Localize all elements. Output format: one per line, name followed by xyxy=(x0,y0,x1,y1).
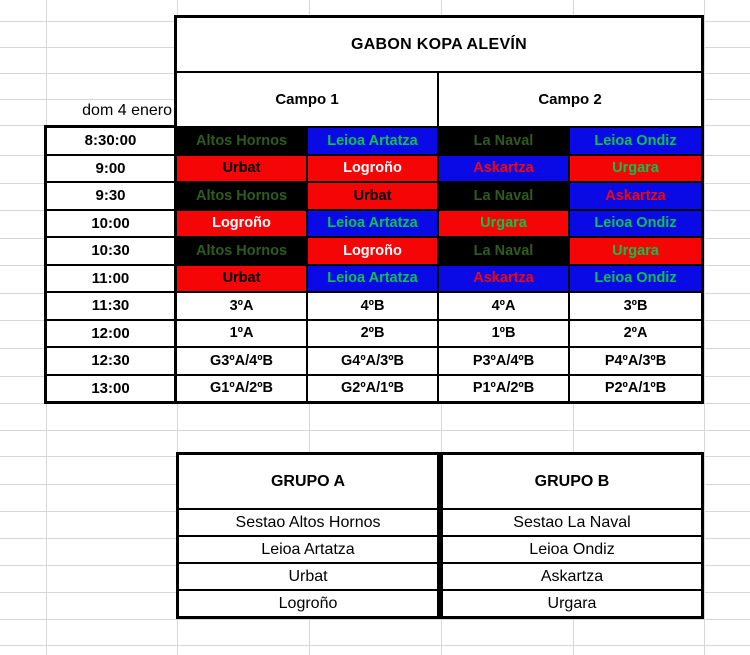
schedule-row xyxy=(177,183,701,211)
match-cell: 4ºB xyxy=(308,293,439,319)
match-cell: Urgara xyxy=(439,211,570,237)
match-cell: Leioa Artatza xyxy=(308,211,439,237)
match-cell: 2ºB xyxy=(308,321,439,347)
time-cell: 10:00 xyxy=(47,211,174,239)
group-a-header: GRUPO A xyxy=(179,455,437,510)
match-cell: Urbat xyxy=(177,156,308,182)
time-cell: 12:30 xyxy=(47,348,174,376)
match-cell: La Naval xyxy=(439,183,570,209)
schedule-row xyxy=(177,156,701,184)
field-header-row xyxy=(177,73,701,128)
schedule-row xyxy=(177,266,701,294)
match-cell: Askartza xyxy=(439,156,570,182)
schedule-row xyxy=(177,293,701,321)
gridline-horizontal xyxy=(0,645,750,646)
schedule-table xyxy=(174,15,704,404)
match-cell: 2ºA xyxy=(570,321,701,347)
time-cell: 8:30:00 xyxy=(47,128,174,156)
match-cell: P4ºA/3ºB xyxy=(570,348,701,374)
match-cell: P3ºA/4ºB xyxy=(439,348,570,374)
time-cell: 11:00 xyxy=(47,266,174,294)
group-b-rows xyxy=(443,510,701,616)
time-cell: 13:00 xyxy=(91,379,130,397)
match-cell: La Naval xyxy=(439,128,570,154)
time-column xyxy=(44,125,177,404)
date-label: dom 4 enero xyxy=(82,102,172,119)
match-cell: Urbat xyxy=(177,266,308,292)
schedule-rows xyxy=(177,128,701,401)
match-cell: Urgara xyxy=(570,156,701,182)
group-b-header: GRUPO B xyxy=(443,455,701,510)
match-cell: Leioa Artatza xyxy=(308,266,439,292)
group-team-row: Sestao Altos Hornos xyxy=(179,510,437,537)
time-cell: 9:30 xyxy=(47,183,174,211)
match-cell: G1ºA/2ºB xyxy=(177,376,308,402)
schedule-row xyxy=(177,238,701,266)
match-cell: 4ºA xyxy=(439,293,570,319)
match-cell: Logroño xyxy=(177,211,308,237)
match-cell: Logroño xyxy=(308,156,439,182)
schedule-row xyxy=(177,128,701,156)
match-cell: P2ºA/1ºB xyxy=(570,376,701,402)
match-cell: P1ºA/2ºB xyxy=(439,376,570,402)
schedule-row xyxy=(177,376,701,402)
match-cell: Askartza xyxy=(570,183,701,209)
group-team-row: Urbat xyxy=(179,564,437,591)
match-cell: Leioa Ondiz xyxy=(570,266,701,292)
schedule-row xyxy=(177,321,701,349)
match-cell: G2ºA/1ºB xyxy=(308,376,439,402)
time-cell: 12:00 xyxy=(47,321,174,349)
match-cell: Urgara xyxy=(570,238,701,264)
gridline-horizontal xyxy=(0,430,750,431)
time-cell: 9:00 xyxy=(47,156,174,184)
match-cell: G4ºA/3ºB xyxy=(308,348,439,374)
match-cell: Urbat xyxy=(308,183,439,209)
match-cell: Logroño xyxy=(308,238,439,264)
group-b-table xyxy=(440,452,704,619)
match-cell: 1ºA xyxy=(177,321,308,347)
tournament-title: GABON KOPA ALEVÍN xyxy=(177,18,701,73)
campo-2-header: Campo 2 xyxy=(538,91,602,108)
match-cell: Altos Hornos xyxy=(177,128,308,154)
match-cell: G3ºA/4ºB xyxy=(177,348,308,374)
group-team-row: Leioa Artatza xyxy=(179,537,437,564)
schedule-row xyxy=(177,348,701,376)
group-a-table xyxy=(176,452,440,619)
schedule-row xyxy=(177,211,701,239)
time-cell: 11:30 xyxy=(47,293,174,321)
match-cell: La Naval xyxy=(439,238,570,264)
group-team-row: Logroño xyxy=(278,594,338,612)
campo-1-header: Campo 1 xyxy=(177,73,439,126)
match-cell: 3ºA xyxy=(177,293,308,319)
gridline-horizontal xyxy=(0,619,750,620)
group-a-rows xyxy=(179,510,437,616)
group-team-row: Sestao La Naval xyxy=(443,510,701,537)
match-cell: Altos Hornos xyxy=(177,183,308,209)
match-cell: Askartza xyxy=(439,266,570,292)
match-cell: 3ºB xyxy=(570,293,701,319)
group-team-row: Askartza xyxy=(443,564,701,591)
match-cell: Leioa Artatza xyxy=(308,128,439,154)
time-cell: 10:30 xyxy=(47,238,174,266)
group-team-row: Urgara xyxy=(547,594,597,612)
group-team-row: Leioa Ondiz xyxy=(443,537,701,564)
match-cell: Leioa Ondiz xyxy=(570,128,701,154)
match-cell: 1ºB xyxy=(439,321,570,347)
match-cell: Altos Hornos xyxy=(177,238,308,264)
match-cell: Leioa Ondiz xyxy=(570,211,701,237)
